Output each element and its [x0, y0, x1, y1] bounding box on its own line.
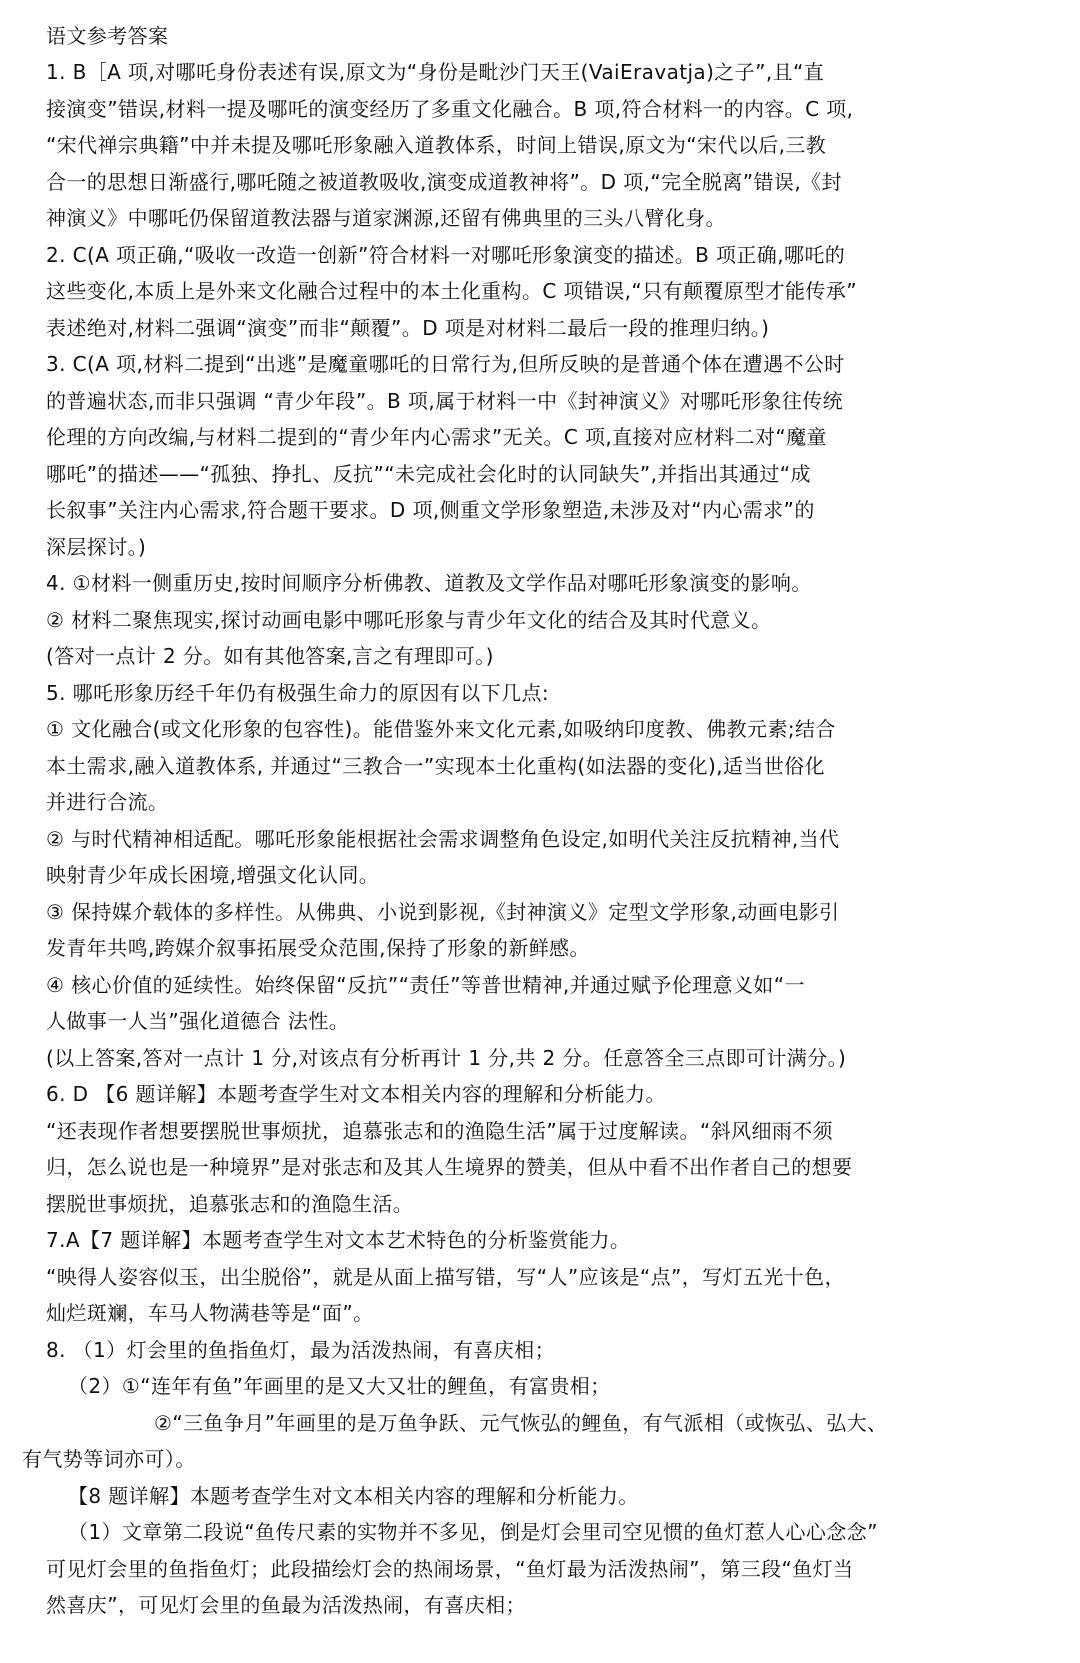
- text-line: （1）文章第二段说“鱼传尺素的实物并不多见，倒是灯会里司空见惯的鱼灯惹人心心念念”: [68, 1520, 878, 1544]
- text-line: ① 文化融合(或文化形象的包容性)。能借鉴外来文化元素,如吸纳印度教、佛教元素;结合: [46, 717, 836, 741]
- text-line: 2. C(A 项正确,“吸收一改造一创新”符合材料一对哪吒形象演变的描述。B 项正确,哪吒的: [46, 242, 846, 267]
- text-line: 摆脱世事烦扰，追慕张志和的渔隐生活。: [46, 1191, 414, 1216]
- text-line: 【8 题详解】本题考查学生对文本相关内容的理解和分析能力。: [68, 1483, 639, 1508]
- answer-q2: [46, 237, 1034, 347]
- text-line: 发青年共鸣,跨媒介叙事拓展受众范围,保持了形象的新鲜感。: [46, 936, 590, 960]
- text-line: ④ 核心价值的延续性。始终保留“反抗”“责任”等普世精神,并通过赋予伦理意义如“一: [46, 972, 805, 997]
- answer-q4: [46, 565, 1034, 675]
- text-line: 深层探讨。): [46, 534, 147, 559]
- text-line: 并进行合流。: [46, 790, 169, 814]
- text-line: “宋代禅宗典籍”中并未提及哪吒形象融入道教体系，时间上错误,原文为“宋代以后,三教: [46, 133, 827, 157]
- text-line: ③ 保持媒介载体的多样性。从佛典、小说到影视,《封神演义》定型文学形象,动画电影引: [46, 899, 840, 924]
- text-line: 映射青少年成长困境,增强文化认同。: [46, 863, 380, 887]
- text-line: 归，怎么说也是一种境界”是对张志和及其人生境界的赞美，但从中看不出作者自己的想要: [46, 1155, 853, 1179]
- text-line: 3. C(A 项,材料二提到“出逃”是魔童哪吒的日常行为,但所反映的是普通个体在遭遇不公时: [46, 352, 845, 376]
- text-line: 本土需求,融入道教体系, 并通过“三教合一”实现本土化重构(如法器的变化),适当世俗化: [46, 753, 825, 778]
- answer-q8: [22, 1332, 1034, 1624]
- text-line: 可见灯会里的鱼指鱼灯；此段描绘灯会的热闹场景，“鱼灯最为活泼热闹”，第三段“鱼灯当: [46, 1556, 854, 1581]
- text-line: 哪吒”的描述——“孤独、挣扎、反抗”“未完成社会化时的认同缺失”,并指出其通过“成: [46, 461, 811, 486]
- text-line: “映得人姿容似玉，出尘脱俗”，就是从面上描写错，写“人”应该是“点”，写灯五光十色，: [46, 1264, 845, 1289]
- text-line: 6. D 【6 题详解】本题考查学生对文本相关内容的理解和分析能力。: [46, 1082, 666, 1106]
- text-line: 神演义》中哪吒仍保留道教法器与道家渊源,还留有佛典里的三头八臂化身。: [46, 206, 726, 230]
- text-line: 1. B［A 项,对哪吒身份表述有误,原文为“身份是毗沙门天王(VaiEravatja)之子”,且“直: [46, 60, 825, 84]
- text-line: 8. （1）灯会里的鱼指鱼灯，最为活泼热闹，有喜庆相；: [46, 1337, 555, 1362]
- text-line: 灿烂斑斓，车马人物满巷等是“面”。: [46, 1301, 374, 1325]
- text-line: 4. ①材料一侧重历史,按时间顺序分析佛教、道教及文学作品对哪吒形象演变的影响。: [46, 571, 812, 595]
- text-line: 合一的思想日渐盛行,哪吒随之被道教吸收,演变成道教神将”。D 项,“完全脱离”错误,《封: [46, 169, 842, 194]
- text-line: 这些变化,本质上是外来文化融合过程中的本土化重构。C 项错误,“只有颠覆原型才能传承”: [46, 279, 857, 303]
- page-title: 语文参考答案: [46, 24, 169, 48]
- answer-q5: [46, 675, 1034, 1077]
- answer-q6: [46, 1076, 1034, 1222]
- text-line: 人做事一人当”强化道德合 法性。: [46, 1009, 350, 1033]
- text-line: 有气势等词亦可）。: [22, 1447, 196, 1471]
- text-line: 伦理的方向改编,与材料二提到的“青少年内心需求”无关。C 项,直接对应材料二对“魔童: [46, 425, 827, 449]
- answer-q3: [46, 346, 1034, 565]
- text-line: 长叙事”关注内心需求,符合题干要求。D 项,侧重文学形象塑造,未涉及对“内心需求”的: [46, 498, 815, 522]
- answer-q1: [46, 54, 1034, 237]
- text-line: “还表现作者想要摆脱世事烦扰，追慕张志和的渔隐生活”属于过度解读。“斜风细雨不须: [46, 1118, 834, 1143]
- text-line: ② 与时代精神相适配。哪吒形象能根据社会需求调整角色设定,如明代关注反抗精神,当代: [46, 826, 840, 851]
- text-line: 的普遍状态,而非只强调 “青少年段”。B 项,属于材料一中《封神演义》对哪吒形象往传统: [46, 388, 844, 413]
- text-line: (答对一点计 2 分。如有其他答案,言之有理即可。): [46, 644, 494, 668]
- text-line: 接演变”错误,材料一提及哪吒的演变经历了多重文化融合。B 项,符合材料一的内容。C 项,: [46, 96, 854, 121]
- text-line: (以上答案,答对一点计 1 分,对该点有分析再计 1 分,共 2 分。任意答全三点即可计满分。): [46, 1045, 847, 1070]
- text-line: 7.A【7 题详解】本题考查学生对文本艺术特色的分析鉴赏能力。: [46, 1228, 631, 1252]
- text-line: ②“三鱼争月”年画里的是万鱼争跃、元气恢弘的鲤鱼，有气派相（或恢弘、弘大、: [154, 1410, 888, 1435]
- answer-q7: [46, 1222, 1034, 1332]
- text-line: 5. 哪吒形象历经千年仍有极强生命力的原因有以下几点:: [46, 680, 549, 705]
- text-line: ② 材料二聚焦现实,探讨动画电影中哪吒形象与青少年文化的结合及其时代意义。: [46, 607, 772, 632]
- text-line: 然喜庆”，可见灯会里的鱼最为活泼热闹，有喜庆相；: [46, 1593, 526, 1617]
- text-line: 表述绝对,材料二强调“演变”而非“颠覆”。D 项是对材料二最后一段的推理归纳。): [46, 315, 770, 340]
- text-line: （2）①“连年有鱼”年画里的是又大又壮的鲤鱼，有富贵相；: [68, 1374, 611, 1398]
